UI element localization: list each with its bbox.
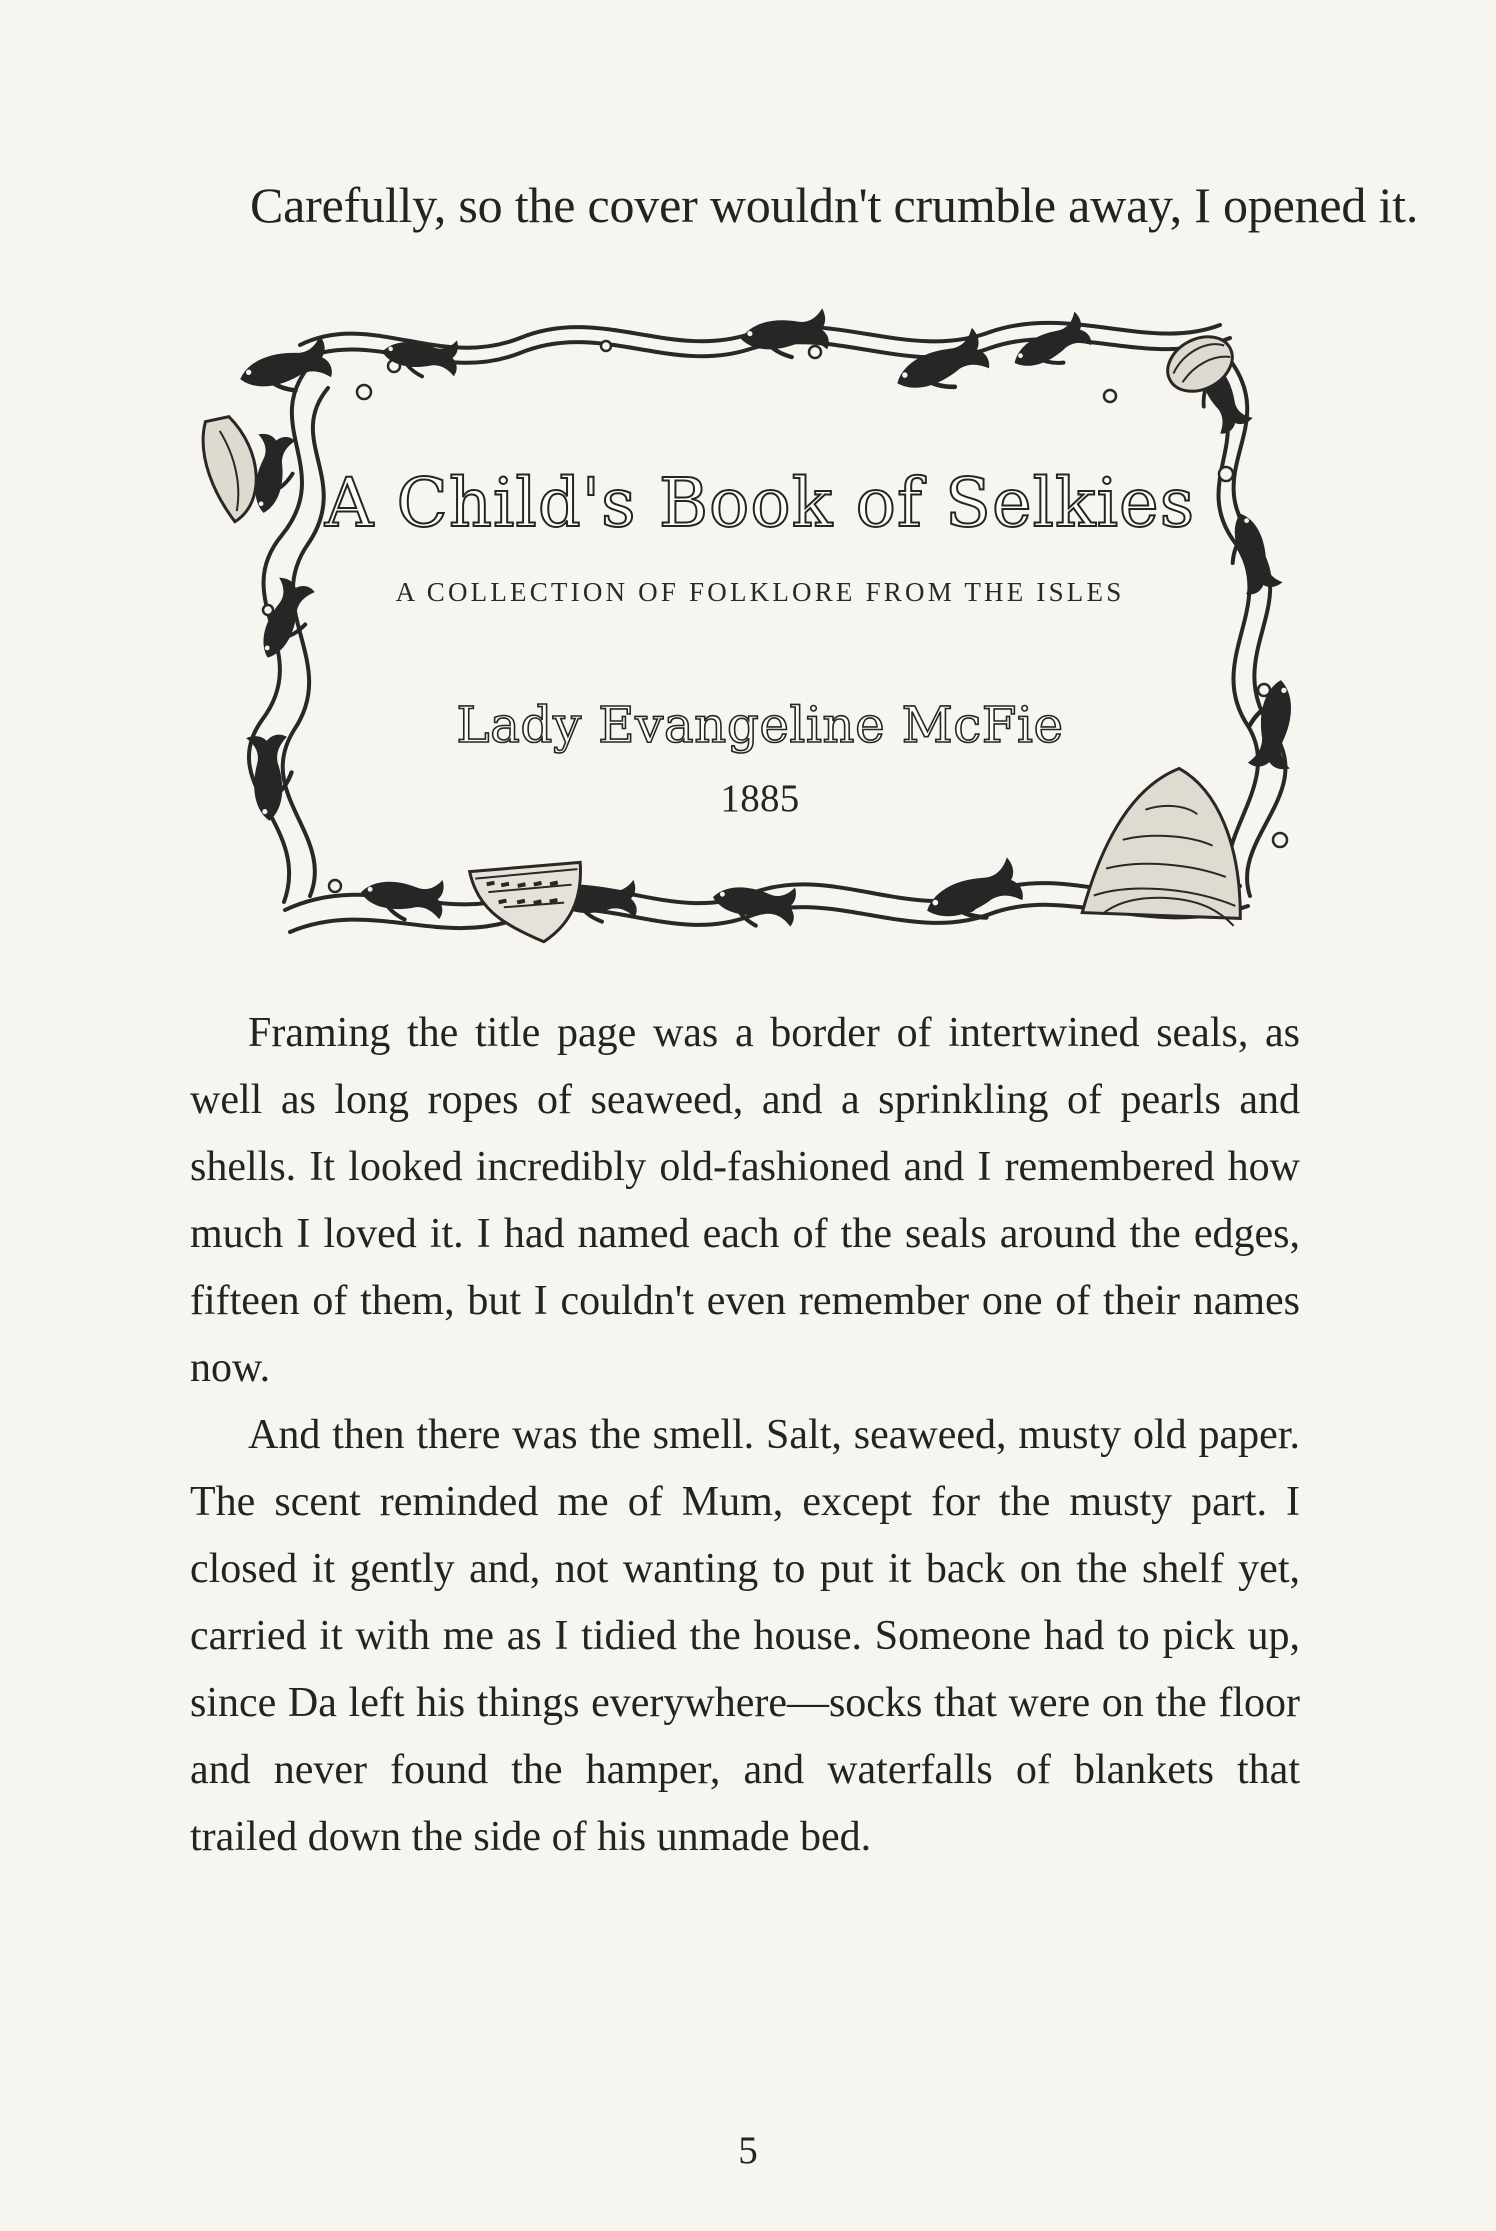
paragraph-framing: Framing the title page was a border of intertwined seals, as well as long ropes of seaweed, and a sprinkling of pearls and shells. It looked incredibly old-fashioned and I remembered how much I loved it. I had named each of the seals around the edges, fifteen of them, but I couldn't even remember one of their names now. (190, 1010, 1300, 1391)
author-name: Lady Evangeline McFie (456, 696, 1064, 754)
book-title: A Child's Book of Selkies (324, 464, 1196, 542)
opening-line: Carefully, so the cover wouldn't crumble away, I opened it. (250, 177, 1419, 233)
body-text (190, 1000, 1300, 1871)
page-number: 5 (738, 2129, 758, 2172)
left-shell-icon (197, 413, 265, 525)
title-page-content (280, 300, 1240, 950)
publication-year: 1885 (720, 777, 800, 820)
paragraph-smell: And then there was the smell. Salt, seaweed, musty old paper. The scent reminded me of Mum, except for the musty part. I closed it gently and, not wanting to put it back on the shelf yet, carried it with me as I tidied the house. Someone had to pick up, since Da left his things everywhere—socks that were on the floor and never found the hamper, and waterfalls of blankets that trailed down the side of his unmade bed. (190, 1412, 1300, 1860)
book-subtitle: A COLLECTION OF FOLKLORE FROM THE ISLES (395, 577, 1125, 607)
title-page-illustration (190, 300, 1330, 950)
